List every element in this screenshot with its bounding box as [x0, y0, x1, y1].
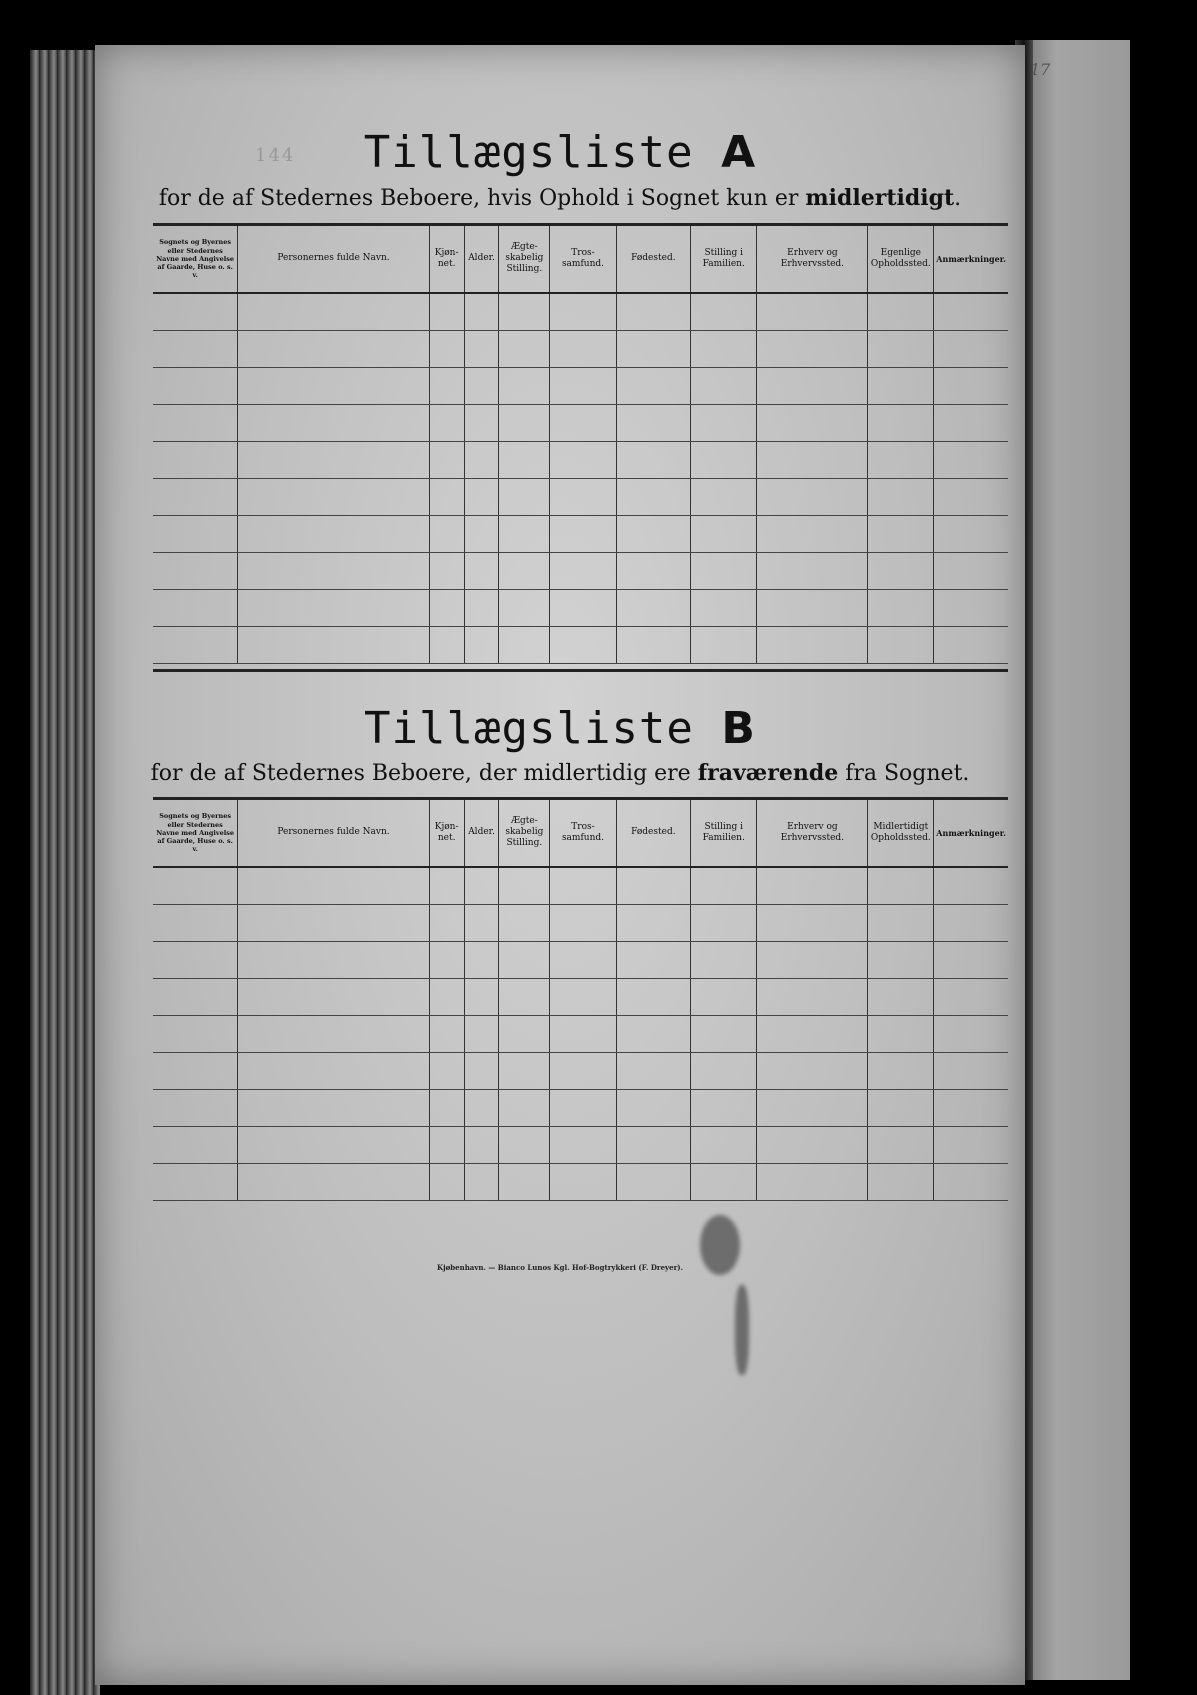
table-cell [691, 867, 757, 905]
table-row [153, 367, 1008, 404]
printer-imprint: Kjøbenhavn. — Bianco Lunos Kgl. Hof-Bogtrykkeri (F. Dreyer). [436, 1263, 684, 1272]
table-row [153, 1163, 1008, 1200]
table-cell [934, 1163, 1008, 1200]
table-cell [499, 1015, 550, 1052]
table-cell [153, 441, 238, 478]
ink-stain [700, 1215, 740, 1275]
table-row [153, 330, 1008, 367]
table-cell [934, 478, 1008, 515]
table-cell [691, 552, 757, 589]
col-religion-header: Tros-samfund. [550, 225, 616, 293]
table-cell [153, 515, 238, 552]
table-cell [499, 330, 550, 367]
table-cell [429, 330, 464, 367]
pencil-folio-number: 17 [1030, 60, 1051, 79]
table-cell [238, 515, 429, 552]
table-cell [429, 367, 464, 404]
table-cell [757, 552, 868, 589]
list-a-subtitle-text: for de af Stedernes Beboere, hvis Ophold i Sognet kun er [158, 186, 799, 211]
table-cell [499, 1163, 550, 1200]
table-cell [757, 941, 868, 978]
page-number: 144 [255, 145, 296, 166]
table-cell [238, 978, 429, 1015]
table-cell [499, 515, 550, 552]
table-cell [550, 404, 616, 441]
table-cell [153, 478, 238, 515]
list-a-subtitle [95, 185, 1025, 211]
col-location-header: Sognets og Byernes eller Stedernes Navne med Angivelse af Gaarde, Huse o. s. v. [153, 225, 238, 293]
col-name-header: Personernes fulde Navn. [238, 225, 429, 293]
table-cell [464, 978, 499, 1015]
table-cell [153, 589, 238, 626]
table-cell [238, 867, 429, 905]
col-marital-header: Ægte-skabelig Stilling. [499, 799, 550, 867]
table-cell [238, 626, 429, 663]
table-cell [464, 293, 499, 331]
table-cell [757, 1089, 868, 1126]
table-cell [868, 293, 934, 331]
table-cell [499, 441, 550, 478]
table-cell [550, 441, 616, 478]
table-cell [934, 441, 1008, 478]
table-cell [550, 1089, 616, 1126]
table-cell [934, 867, 1008, 905]
col-age-header: Alder. [464, 225, 499, 293]
table-cell [550, 1052, 616, 1089]
table-cell [757, 1126, 868, 1163]
table-cell [934, 367, 1008, 404]
table-cell [550, 330, 616, 367]
table-cell [868, 626, 934, 663]
col-family-position-header: Stilling i Familien. [691, 799, 757, 867]
table-cell [550, 1163, 616, 1200]
table-cell [691, 515, 757, 552]
table-cell [550, 1015, 616, 1052]
table-cell [757, 367, 868, 404]
table-cell [616, 867, 690, 905]
table-row [153, 867, 1008, 905]
table-cell [550, 293, 616, 331]
table-cell [464, 904, 499, 941]
table-cell [429, 1126, 464, 1163]
table-cell [691, 1089, 757, 1126]
table-cell [429, 1015, 464, 1052]
table-cell [238, 1089, 429, 1126]
section-divider [153, 669, 1008, 672]
table-cell [934, 1126, 1008, 1163]
table-cell [153, 978, 238, 1015]
table-cell [616, 515, 690, 552]
table-row [153, 441, 1008, 478]
table-cell [464, 589, 499, 626]
list-b-subtitle-bold: fraværende [697, 760, 839, 786]
table-cell [153, 367, 238, 404]
table-cell [153, 552, 238, 589]
table-cell [153, 1163, 238, 1200]
list-a-subtitle-end: . [954, 186, 962, 211]
table-cell [153, 1015, 238, 1052]
table-cell [238, 1126, 429, 1163]
table-cell [616, 1163, 690, 1200]
table-cell [550, 515, 616, 552]
table-row [153, 1089, 1008, 1126]
col-occupation-header: Erhverv og Erhvervssted. [757, 225, 868, 293]
table-cell [464, 1052, 499, 1089]
table-cell [868, 404, 934, 441]
table-cell [691, 1052, 757, 1089]
table-cell [499, 589, 550, 626]
table-cell [934, 904, 1008, 941]
col-remarks-header: Anmærkninger. [934, 799, 1008, 867]
table-cell [691, 404, 757, 441]
table-cell [757, 978, 868, 1015]
table-cell [934, 589, 1008, 626]
table-cell [429, 626, 464, 663]
table-cell [868, 1126, 934, 1163]
table-cell [238, 441, 429, 478]
table-cell [464, 1015, 499, 1052]
table-cell [153, 904, 238, 941]
col-age-header: Alder. [464, 799, 499, 867]
table-cell [153, 1052, 238, 1089]
table-cell [868, 867, 934, 905]
table-row [153, 1015, 1008, 1052]
table-cell [757, 1163, 868, 1200]
table-cell [757, 330, 868, 367]
table-cell [934, 1015, 1008, 1052]
table-cell [550, 978, 616, 1015]
table-cell [757, 867, 868, 905]
table-cell [616, 404, 690, 441]
table-cell [429, 441, 464, 478]
table-cell [499, 978, 550, 1015]
table-cell [934, 1052, 1008, 1089]
table-cell [691, 941, 757, 978]
table-cell [153, 867, 238, 905]
list-b-table [153, 797, 1008, 1201]
col-temporary-residence-header: Midlertidigt Opholdssted. [868, 799, 934, 867]
table-row [153, 626, 1008, 663]
table-cell [464, 626, 499, 663]
list-b-subtitle-end: fra Sognet. [845, 761, 970, 786]
table-cell [429, 478, 464, 515]
table-row [153, 1052, 1008, 1089]
table-cell [757, 1052, 868, 1089]
table-cell [550, 367, 616, 404]
table-cell [153, 404, 238, 441]
table-cell [429, 904, 464, 941]
table-cell [238, 552, 429, 589]
col-family-position-header: Stilling i Familien. [691, 225, 757, 293]
table-cell [238, 330, 429, 367]
table-cell [757, 441, 868, 478]
table-cell [691, 367, 757, 404]
table-cell [691, 478, 757, 515]
table-cell [934, 978, 1008, 1015]
list-a-body [153, 293, 1008, 664]
table-cell [464, 478, 499, 515]
table-cell [499, 1126, 550, 1163]
table-cell [868, 1052, 934, 1089]
table-cell [238, 1015, 429, 1052]
table-cell [550, 941, 616, 978]
list-a-header-row [153, 225, 1008, 293]
table-row [153, 978, 1008, 1015]
table-cell [868, 330, 934, 367]
table-cell [550, 867, 616, 905]
table-cell [429, 867, 464, 905]
table-cell [499, 1089, 550, 1126]
table-cell [429, 589, 464, 626]
col-residence-header: Egenlige Opholdssted. [868, 225, 934, 293]
list-b-subtitle-text: for de af Stedernes Beboere, der midlertidig ere [150, 761, 691, 786]
table-cell [499, 404, 550, 441]
table-cell [616, 1089, 690, 1126]
col-marital-header: Ægte-skabelig Stilling. [499, 225, 550, 293]
table-cell [464, 441, 499, 478]
table-cell [691, 978, 757, 1015]
col-birthplace-header: Fødested. [616, 799, 690, 867]
col-sex-header: Kjøn-net. [429, 799, 464, 867]
table-cell [238, 293, 429, 331]
table-cell [691, 589, 757, 626]
table-cell [464, 367, 499, 404]
table-cell [429, 1089, 464, 1126]
table-cell [757, 1015, 868, 1052]
table-cell [616, 589, 690, 626]
col-birthplace-header: Fødested. [616, 225, 690, 293]
list-a-title-letter: A [721, 127, 757, 178]
table-cell [238, 478, 429, 515]
table-cell [238, 367, 429, 404]
table-cell [934, 941, 1008, 978]
table-cell [868, 552, 934, 589]
table-cell [499, 293, 550, 331]
table-cell [153, 941, 238, 978]
table-cell [464, 404, 499, 441]
col-name-header: Personernes fulde Navn. [238, 799, 429, 867]
table-cell [691, 1015, 757, 1052]
table-cell [499, 626, 550, 663]
table-cell [429, 404, 464, 441]
table-cell [934, 404, 1008, 441]
table-cell [691, 293, 757, 331]
table-cell [757, 515, 868, 552]
table-cell [153, 1089, 238, 1126]
table-cell [238, 1052, 429, 1089]
table-cell [868, 904, 934, 941]
table-cell [691, 1163, 757, 1200]
table-cell [464, 552, 499, 589]
table-cell [868, 367, 934, 404]
table-cell [691, 904, 757, 941]
table-cell [757, 626, 868, 663]
table-cell [429, 941, 464, 978]
table-cell [868, 941, 934, 978]
table-cell [429, 293, 464, 331]
table-cell [429, 515, 464, 552]
table-cell [238, 404, 429, 441]
list-a-table [153, 223, 1008, 664]
col-occupation-header: Erhverv og Erhvervssted. [757, 799, 868, 867]
table-cell [757, 404, 868, 441]
table-cell [616, 552, 690, 589]
table-cell [616, 1015, 690, 1052]
table-cell [616, 904, 690, 941]
table-cell [464, 1089, 499, 1126]
table-cell [757, 293, 868, 331]
table-cell [616, 941, 690, 978]
table-cell [934, 330, 1008, 367]
list-a-title-text: Tillægsliste [363, 127, 694, 178]
table-cell [550, 589, 616, 626]
table-row [153, 478, 1008, 515]
list-b-body [153, 867, 1008, 1201]
table-cell [616, 293, 690, 331]
table-cell [757, 478, 868, 515]
table-row [153, 1126, 1008, 1163]
ink-drip [735, 1285, 749, 1375]
table-row [153, 293, 1008, 331]
table-cell [499, 367, 550, 404]
table-cell [550, 478, 616, 515]
list-b-title-text: Tillægsliste [364, 703, 694, 754]
table-cell [550, 1126, 616, 1163]
table-cell [934, 515, 1008, 552]
table-cell [238, 904, 429, 941]
col-location-header: Sognets og Byernes eller Stedernes Navne med Angivelse af Gaarde, Huse o. s. v. [153, 799, 238, 867]
table-cell [153, 1126, 238, 1163]
table-cell [429, 1052, 464, 1089]
list-a-subtitle-bold: midlertidigt [805, 185, 955, 211]
list-b-subtitle [95, 760, 1025, 786]
table-cell [550, 552, 616, 589]
table-cell [499, 904, 550, 941]
table-cell [868, 1089, 934, 1126]
census-page [95, 45, 1025, 1685]
table-cell [934, 1089, 1008, 1126]
table-cell [550, 904, 616, 941]
table-cell [616, 626, 690, 663]
table-cell [934, 626, 1008, 663]
table-cell [757, 589, 868, 626]
book-page-edges [30, 50, 100, 1695]
table-cell [464, 330, 499, 367]
table-cell [464, 515, 499, 552]
list-a-title [95, 127, 1025, 178]
col-sex-header: Kjøn-net. [429, 225, 464, 293]
table-cell [757, 904, 868, 941]
table-cell [238, 941, 429, 978]
table-row [153, 515, 1008, 552]
table-cell [868, 515, 934, 552]
table-cell [464, 1126, 499, 1163]
table-cell [868, 441, 934, 478]
table-cell [238, 589, 429, 626]
table-cell [934, 293, 1008, 331]
table-cell [868, 1015, 934, 1052]
table-cell [153, 293, 238, 331]
table-cell [499, 478, 550, 515]
table-row [153, 552, 1008, 589]
table-cell [499, 941, 550, 978]
table-cell [868, 589, 934, 626]
table-cell [691, 441, 757, 478]
facing-page [1025, 40, 1130, 1680]
table-cell [464, 867, 499, 905]
table-cell [868, 1163, 934, 1200]
table-cell [429, 978, 464, 1015]
table-cell [499, 1052, 550, 1089]
table-cell [691, 330, 757, 367]
table-cell [616, 441, 690, 478]
table-cell [429, 1163, 464, 1200]
table-cell [616, 1126, 690, 1163]
table-cell [499, 867, 550, 905]
table-cell [429, 552, 464, 589]
table-cell [691, 626, 757, 663]
table-cell [616, 367, 690, 404]
table-cell [238, 1163, 429, 1200]
table-row [153, 404, 1008, 441]
table-cell [153, 626, 238, 663]
table-cell [153, 330, 238, 367]
table-cell [550, 626, 616, 663]
table-cell [464, 1163, 499, 1200]
table-cell [464, 941, 499, 978]
table-cell [868, 978, 934, 1015]
table-cell [868, 478, 934, 515]
table-cell [499, 552, 550, 589]
table-cell [934, 552, 1008, 589]
col-religion-header: Tros-samfund. [550, 799, 616, 867]
list-b-header-row [153, 799, 1008, 867]
table-cell [616, 1052, 690, 1089]
list-b-title [95, 703, 1025, 754]
table-row [153, 941, 1008, 978]
table-cell [691, 1126, 757, 1163]
list-b-title-letter: B [721, 703, 756, 754]
table-row [153, 904, 1008, 941]
table-cell [616, 330, 690, 367]
table-cell [616, 978, 690, 1015]
table-cell [616, 478, 690, 515]
col-remarks-header: Anmærkninger. [934, 225, 1008, 293]
table-row [153, 589, 1008, 626]
